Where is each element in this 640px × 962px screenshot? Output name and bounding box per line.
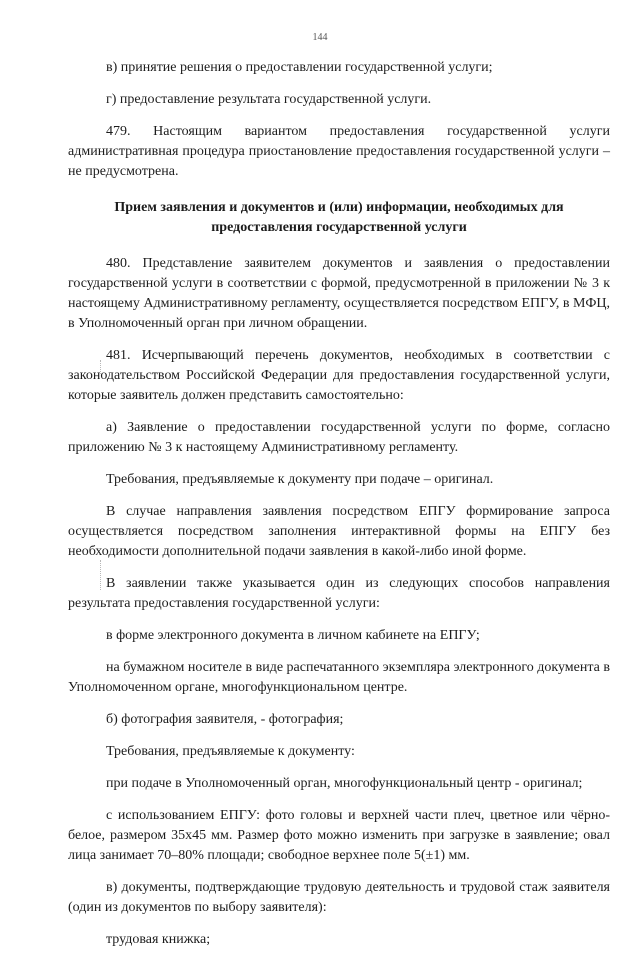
page-number: 144: [312, 32, 328, 43]
paragraph-work-book: трудовая книжка;: [106, 932, 211, 947]
paragraph-481: 481. Исчерпывающий перечень документов, необходимых в соответствии с законодательством Российской Федерации для предоставления государственной услуги, которые заявитель должен представить самостоятельно:: [68, 348, 610, 403]
paragraph-requirements-original: Требования, предъявляемые к документу при подаче – оригинал.: [106, 472, 494, 487]
scan-margin-mark: [100, 560, 102, 590]
paragraph-result-delivery: В заявлении также указывается один из следующих способов направления результата предоставления государственной услуги:: [68, 576, 610, 611]
paragraph-item-b: б) фотография заявителя, - фотография;: [106, 712, 344, 727]
paragraph-480: 480. Представление заявителем документов и заявления о предоставлении государственной услуги в соответствии с формой, предусмотренной в приложении № 3 к настоящему Административному регламенту, осуществляется посредством ЕПГУ, в МФЦ, в Уполномоченный орган при личном обращении.: [68, 256, 610, 331]
paragraph-479: 479. Настоящим вариантом предоставления государственной услуги административная процедура приостановление предоставления государственной услуги – не предусмотрена.: [68, 124, 610, 179]
paragraph-paper-form: на бумажном носителе в виде распечатанного экземпляра электронного документа в Уполномоченном органе, многофункциональном центре.: [68, 660, 610, 695]
paragraph-electronic-form: в форме электронного документа в личном кабинете на ЕПГУ;: [106, 628, 480, 643]
paragraph-item-v: в) принятие решения о предоставлении государственной услуги;: [106, 60, 493, 75]
paragraph-item-v2: в) документы, подтверждающие трудовую деятельность и трудовой стаж заявителя (один из документов по выбору заявителя):: [68, 880, 610, 915]
paragraph-photo-requirements: с использованием ЕПГУ: фото головы и верхней части плеч, цветное или чёрно-белое, размером 35х45 мм. Размер фото можно изменить при загрузке в заявление; овал лица занимает 70–80% площади; свободное верхнее поле 5(±1) мм.: [68, 808, 610, 863]
paragraph-item-a: а) Заявление о предоставлении государственной услуги по форме, согласно приложению № 3 к настоящему Административному регламенту.: [68, 420, 610, 455]
paragraph-requirements: Требования, предъявляемые к документу:: [106, 744, 355, 759]
scan-margin-mark: [100, 360, 102, 374]
document-body: [68, 58, 610, 962]
paragraph-submit-original: при подаче в Уполномоченный орган, многофункциональный центр - оригинал;: [106, 776, 583, 791]
paragraph-epgu-submission: В случае направления заявления посредством ЕПГУ формирование запроса осуществляется посредством заполнения интерактивной формы на ЕПГУ без необходимости дополнительной подачи заявления в какой-либо иной форме.: [68, 504, 610, 559]
paragraph-item-g: г) предоставление результата государственной услуги.: [106, 92, 432, 107]
section-heading: Прием заявления и документов и (или) информации, необходимых для предоставления государственной услуги: [114, 200, 564, 235]
